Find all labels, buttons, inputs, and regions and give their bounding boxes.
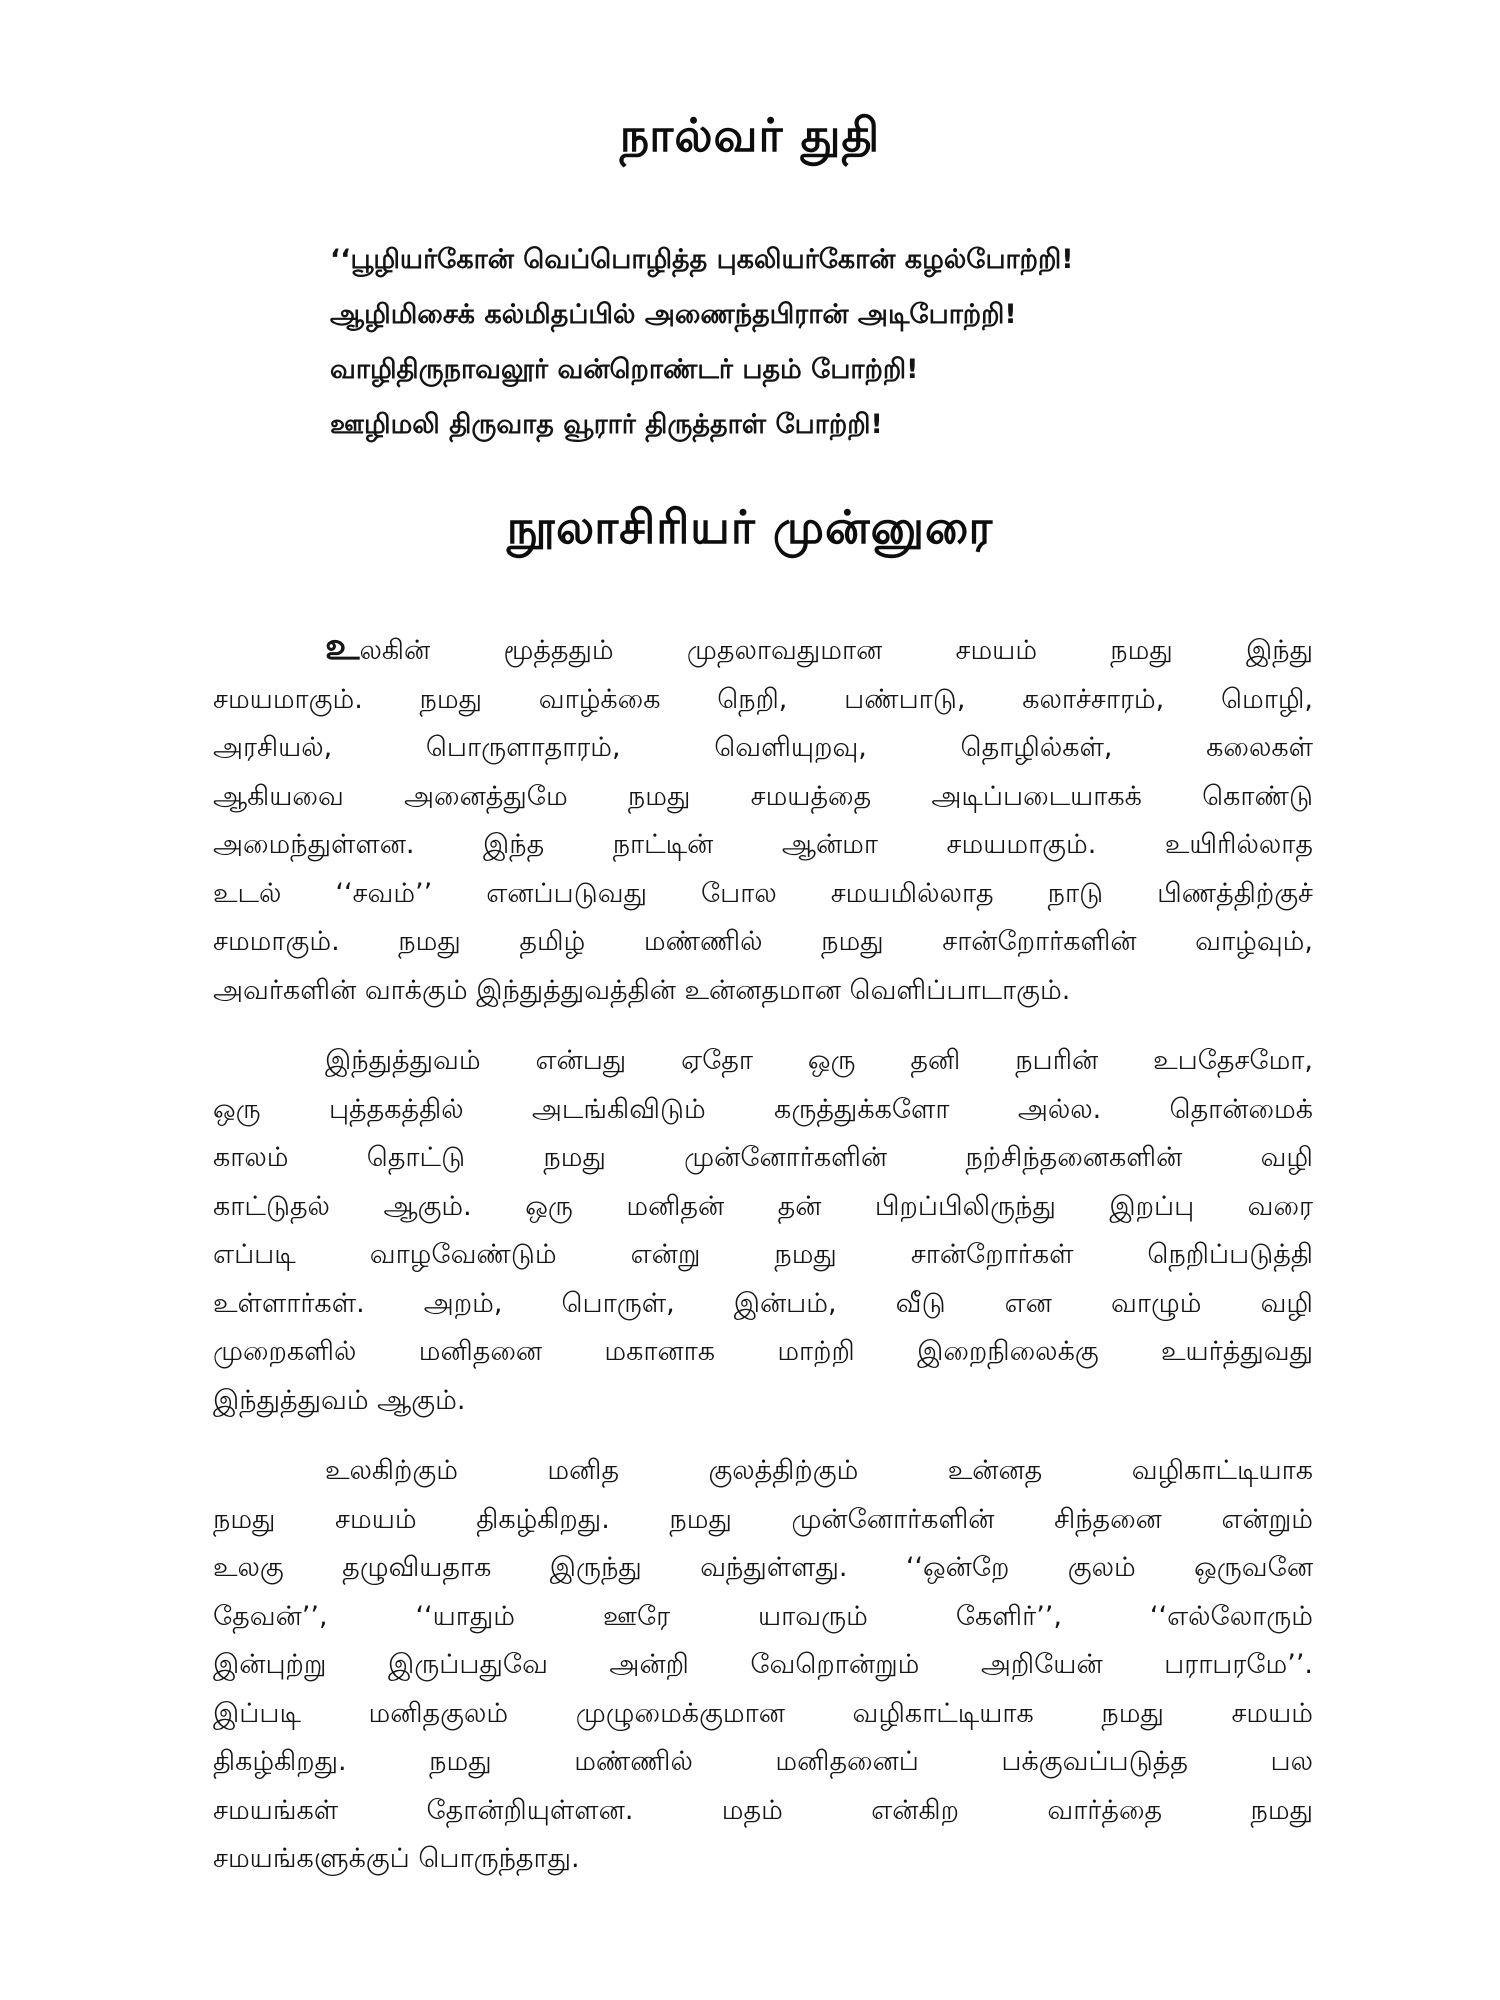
verse-line: ஊழிமலி திருவாத வூரார் திருத்தாள் போற்றி! bbox=[330, 409, 883, 440]
paragraph-line: ஒரு புத்தகத்தில் அடங்கிவிடும் கருத்துக்களோ அல்ல. தொன்மைக் bbox=[213, 1093, 1313, 1125]
paragraph-line: காட்டுதல் ஆகும். ஒரு மனிதன் தன் பிறப்பிலிருந்து இறப்பு வரை bbox=[213, 1190, 1313, 1222]
paragraph-line bbox=[213, 622, 1313, 676]
paragraph-line: இந்துத்துவம் என்பது ஏதோ ஒரு தனி நபரின் உபதேசமோ, bbox=[325, 1045, 1313, 1076]
paragraph-line: அமைந்துள்ளன. இந்த நாட்டின் ஆன்மா சமயமாகும். உயிரில்லாத bbox=[213, 829, 1313, 860]
line-text: லகின் மூத்ததும் முதலாவதுமான சமயம் நமது இந்து bbox=[359, 635, 1313, 666]
verse-line: ஆழிமிசைக் கல்மிதப்பில் அணைந்தபிரான் அடிபோற்றி! bbox=[330, 299, 1017, 330]
heading-author-preface: நூலாசிரியர் முன்னுரை bbox=[506, 500, 994, 554]
preface-body bbox=[213, 622, 1313, 1906]
paragraph-line: சமயங்களுக்குப் பொருந்தாது. bbox=[213, 1843, 580, 1874]
paragraph-line: காலம் தொட்டு நமது முன்னோர்களின் நற்சிந்தனைகளின் வழி bbox=[213, 1142, 1313, 1173]
paragraph-line: எப்படி வாழவேண்டும் என்று நமது சான்றோர்கள் நெறிப்படுத்தி bbox=[213, 1239, 1313, 1270]
paragraph-line: திகழ்கிறது. நமது மண்ணில் மனிதனைப் பக்குவப்படுத்த பல bbox=[213, 1746, 1313, 1777]
paragraph-line: உலகு தழுவியதாக இருந்து வந்துள்ளது. ‘‘ஒன்றே குலம் ஒருவனே bbox=[213, 1552, 1313, 1583]
heading-naalvar-thuthi: நால்வர் துதி bbox=[619, 108, 881, 162]
paragraph-line: அரசியல், பொருளாதாரம், வெளியுறவு, தொழில்கள், கலைகள் bbox=[213, 732, 1313, 763]
paragraph-line: சமயங்கள் தோன்றியுள்ளன. மதம் என்கிற வார்த்தை நமது bbox=[213, 1794, 1313, 1826]
paragraph-line: ஆகியவை அனைத்துமே நமது சமயத்தை அடிப்படையாகக் கொண்டு bbox=[213, 780, 1313, 812]
paragraph-line: நமது சமயம் திகழ்கிறது. நமது முன்னோர்களின் சிந்தனை என்றும் bbox=[213, 1503, 1313, 1535]
verse-line: வாழிதிருநாவலூர் வன்றொண்டர் பதம் போற்றி! bbox=[330, 354, 919, 385]
drop-cap: உ bbox=[325, 624, 360, 668]
paragraph-line: இப்படி மனிதகுலம் முழுமைக்குமான வழிகாட்டியாக நமது சமயம் bbox=[213, 1697, 1313, 1729]
paragraph-line: முறைகளில் மனிதனை மகானாக மாற்றி இறைநிலைக்கு உயர்த்துவது bbox=[213, 1336, 1313, 1367]
paragraph-line: உடல் ‘‘சவம்’’ எனப்படுவது போல சமயமில்லாத நாடு பிணத்திற்குச் bbox=[213, 877, 1313, 909]
paragraph-1 bbox=[213, 622, 1313, 1015]
paragraph-line: சமயமாகும். நமது வாழ்க்கை நெறி, பண்பாடு, கலாச்சாரம், மொழி, bbox=[213, 683, 1313, 715]
verse-line: ‘‘பூழியர்கோன் வெப்பொழித்த புகலியர்கோன் கழல்போற்றி! bbox=[330, 244, 1074, 275]
paragraph-3 bbox=[213, 1447, 1313, 1884]
paragraph-line: சமமாகும். நமது தமிழ் மண்ணில் நமது சான்றோர்களின் வாழ்வும், bbox=[213, 926, 1313, 957]
paragraph-line: இந்துத்துவம் ஆகும். bbox=[213, 1384, 466, 1416]
paragraph-line: அவர்களின் வாக்கும் இந்துத்துவத்தின் உன்னதமான வெளிப்பாடாகும். bbox=[213, 974, 1071, 1006]
paragraph-line: உள்ளார்கள். அறம், பொருள், இன்பம், வீடு என வாழும் வழி bbox=[213, 1287, 1313, 1319]
paragraph-line: உலகிற்கும் மனித குலத்திற்கும் உன்னத வழிகாட்டியாக bbox=[325, 1455, 1313, 1486]
paragraph-2 bbox=[213, 1037, 1313, 1425]
paragraph-line: தேவன்’’, ‘‘யாதும் ஊரே யாவரும் கேளிர்’’, ‘‘எல்லோரும் bbox=[213, 1600, 1313, 1632]
verse-block bbox=[330, 232, 1350, 452]
paragraph-line: இன்புற்று இருப்பதுவே அன்றி வேறொன்றும் அறியேன் பராபரமே’’. bbox=[213, 1649, 1313, 1680]
